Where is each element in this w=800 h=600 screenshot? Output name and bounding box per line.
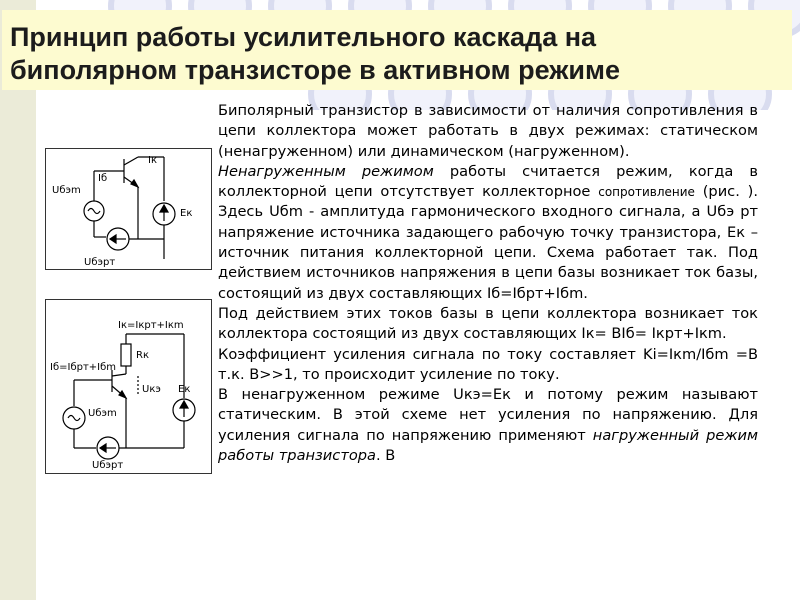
title-line-2: биполярном транзисторе в активном режиме (10, 55, 621, 85)
label-ubem: Uбэm (88, 408, 117, 419)
paragraph-text: (рис. ). Здесь Uбm - амплитуда гармонического входного сигнала, а Uбэ рт напряжение источника задающего рабочую точку транзистора, Eк – источник питания коллекторной цепи. Схема работает так. Под действием источников напряжения в цепи базы возникает ток базы, состоящий из двух составляющих Iб=Iбрт+Iбm. (218, 183, 758, 302)
label-ib-eq: Iб=Iбрт+Iбm (50, 362, 117, 373)
paragraph-text: сопротивление (598, 185, 695, 200)
label-rk: Rк (136, 350, 149, 361)
paragraph-gain: Коэффициент усиления сигнала по току составляет Ki=Iкm/Iбm =B т.к. B>>1, то происходит усиление по току. (218, 345, 758, 383)
label-ubem: Uбэm (52, 185, 81, 196)
label-ek: Eк (178, 384, 191, 395)
circuit-diagram-unloaded (45, 148, 212, 270)
title-line-1: Принцип работы усилительного каскада на (10, 22, 597, 52)
label-ik: Iк (148, 155, 157, 166)
body-text (218, 101, 758, 466)
label-ek: Eк (180, 208, 193, 219)
label-uke: Uкэ (142, 384, 161, 395)
paragraph-text: . В (375, 447, 396, 465)
label-ik-eq: Iк=Iкрт+Iкm (118, 320, 184, 331)
circuit-schematic (46, 300, 211, 473)
paragraph-static-mode (218, 385, 758, 466)
term-unloaded-mode: Ненагруженным режимом (218, 162, 434, 180)
paragraph-unloaded-mode (218, 162, 758, 304)
term-loaded-mode: нагруженный режим работы транзистора (218, 426, 758, 465)
slide-title (2, 10, 792, 90)
circuit-schematic (46, 149, 211, 269)
label-ubert: Uбэрт (92, 460, 124, 471)
label-ubert: Uбэрт (84, 257, 116, 268)
circuit-diagram-loaded (45, 299, 212, 474)
paragraph-intro: Биполярный транзистор в зависимости от наличия сопротивления в цепи коллектора может работать в двух режимах: статическом (ненагруженном) или динамическом (нагруженном). (218, 102, 758, 160)
paragraph-text: В ненагруженном режиме Uкэ=Eк и потому режим называют статическим. В этой схеме нет усиления по напряжению. Для усиления сигнала по напряжению применяют (218, 386, 758, 444)
label-ib: Iб (98, 173, 108, 184)
paragraph-text: работы считается режим, когда в коллекторной цепи отсутствует коллекторное (218, 162, 758, 201)
paragraph-collector-current: Под действием этих токов базы в цепи коллектора возникает ток коллектора состоящий из двух составляющих Iк= BIб= Iкрт+Iкm. (218, 304, 758, 343)
